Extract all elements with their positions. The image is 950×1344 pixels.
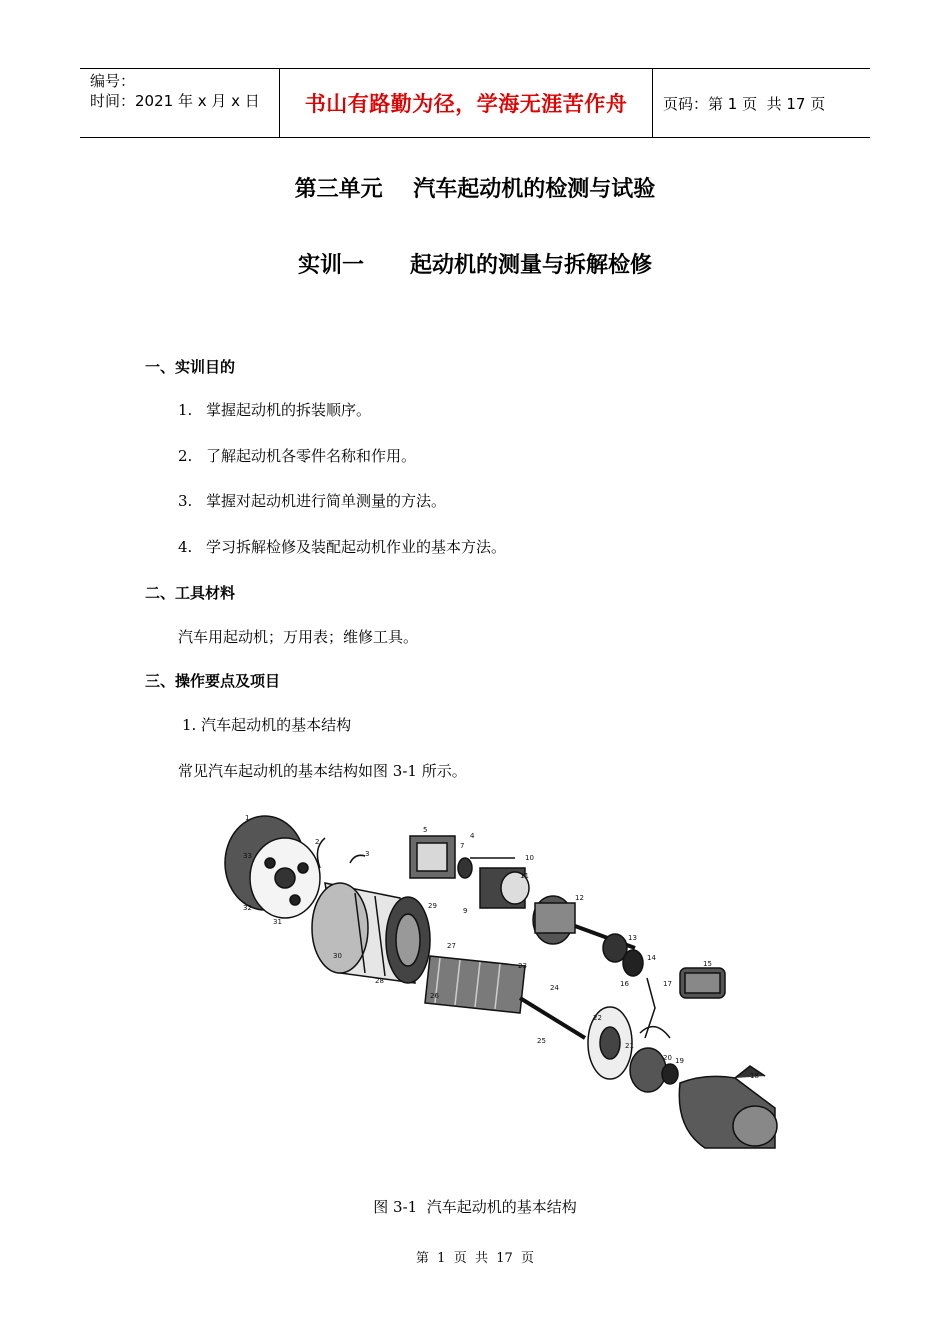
svg-text:22: 22: [593, 1014, 602, 1022]
svg-text:10: 10: [525, 854, 534, 862]
document-subtitle: 实训一 起动机的测量与拆解检修: [298, 253, 652, 278]
tools-text: 汽车用起动机；万用表；维修工具。: [178, 628, 419, 646]
svg-text:11: 11: [520, 872, 529, 880]
list-item-text: 掌握起动机的拆装顺序。: [206, 401, 372, 419]
number-label: 编号：: [90, 72, 136, 90]
svg-text:24: 24: [550, 984, 559, 992]
list-item-number: 1.: [178, 401, 193, 419]
page-footer: 第 1 页 共 17 页: [415, 1251, 535, 1266]
list-item: [178, 399, 371, 420]
svg-text:14: 14: [647, 954, 656, 962]
svg-text:16: 16: [620, 980, 629, 988]
svg-text:28: 28: [375, 977, 384, 985]
list-item-text: 掌握对起动机进行简单测量的方法。: [206, 492, 447, 510]
svg-text:30: 30: [333, 952, 342, 960]
svg-text:5: 5: [423, 826, 428, 834]
svg-text:4: 4: [470, 832, 475, 840]
svg-text:19: 19: [675, 1057, 684, 1065]
svg-text:23: 23: [518, 962, 527, 970]
list-item: [178, 536, 506, 557]
list-item-text: 了解起动机各零件名称和作用。: [206, 447, 417, 465]
svg-text:26: 26: [430, 992, 439, 1000]
subsection-title: 1. 汽车起动机的基本结构: [182, 716, 352, 734]
svg-text:1: 1: [245, 814, 250, 822]
document-title: 第三单元 汽车起动机的检测与试验: [294, 177, 656, 202]
section-heading-operations: 三、操作要点及项目: [145, 672, 281, 690]
svg-text:7: 7: [460, 842, 465, 850]
svg-text:3: 3: [365, 850, 370, 858]
header-motto: 书山有路勤为径，学海无涯苦作舟: [280, 69, 653, 137]
figure-caption: 图 3-1 汽车起动机的基本结构: [373, 1198, 577, 1216]
svg-text:13: 13: [628, 934, 637, 942]
svg-text:9: 9: [463, 907, 468, 915]
svg-text:31: 31: [273, 918, 282, 926]
list-item-number: 3.: [178, 492, 193, 510]
section-heading-objectives: 一、实训目的: [145, 358, 236, 376]
header-page-info: [653, 69, 870, 137]
time-label: 时间：2021 年 x 月 x 日: [90, 92, 260, 110]
page-header: [80, 68, 870, 138]
svg-text:21: 21: [625, 1042, 634, 1050]
svg-text:20: 20: [663, 1054, 672, 1062]
list-item-text: 学习拆解检修及装配起动机作业的基本方法。: [206, 538, 507, 556]
svg-text:33: 33: [243, 852, 252, 860]
svg-text:17: 17: [663, 980, 672, 988]
svg-text:32: 32: [243, 904, 252, 912]
svg-text:18: 18: [750, 1072, 759, 1080]
svg-text:15: 15: [703, 960, 712, 968]
list-item: [178, 490, 446, 511]
header-meta: [80, 69, 280, 137]
svg-text:2: 2: [315, 838, 320, 846]
svg-text:25: 25: [537, 1037, 546, 1045]
page-info-text: 页码：第 1 页 共 17 页: [663, 94, 826, 113]
starter-motor-exploded-diagram: [215, 808, 790, 1158]
structure-intro-text: 常见汽车起动机的基本结构如图 3-1 所示。: [178, 762, 467, 780]
svg-text:27: 27: [447, 942, 456, 950]
list-item: [178, 445, 416, 466]
section-heading-tools: 二、工具材料: [145, 584, 236, 602]
list-item-number: 4.: [178, 538, 193, 556]
svg-text:12: 12: [575, 894, 584, 902]
list-item-number: 2.: [178, 447, 193, 465]
svg-text:29: 29: [428, 902, 437, 910]
